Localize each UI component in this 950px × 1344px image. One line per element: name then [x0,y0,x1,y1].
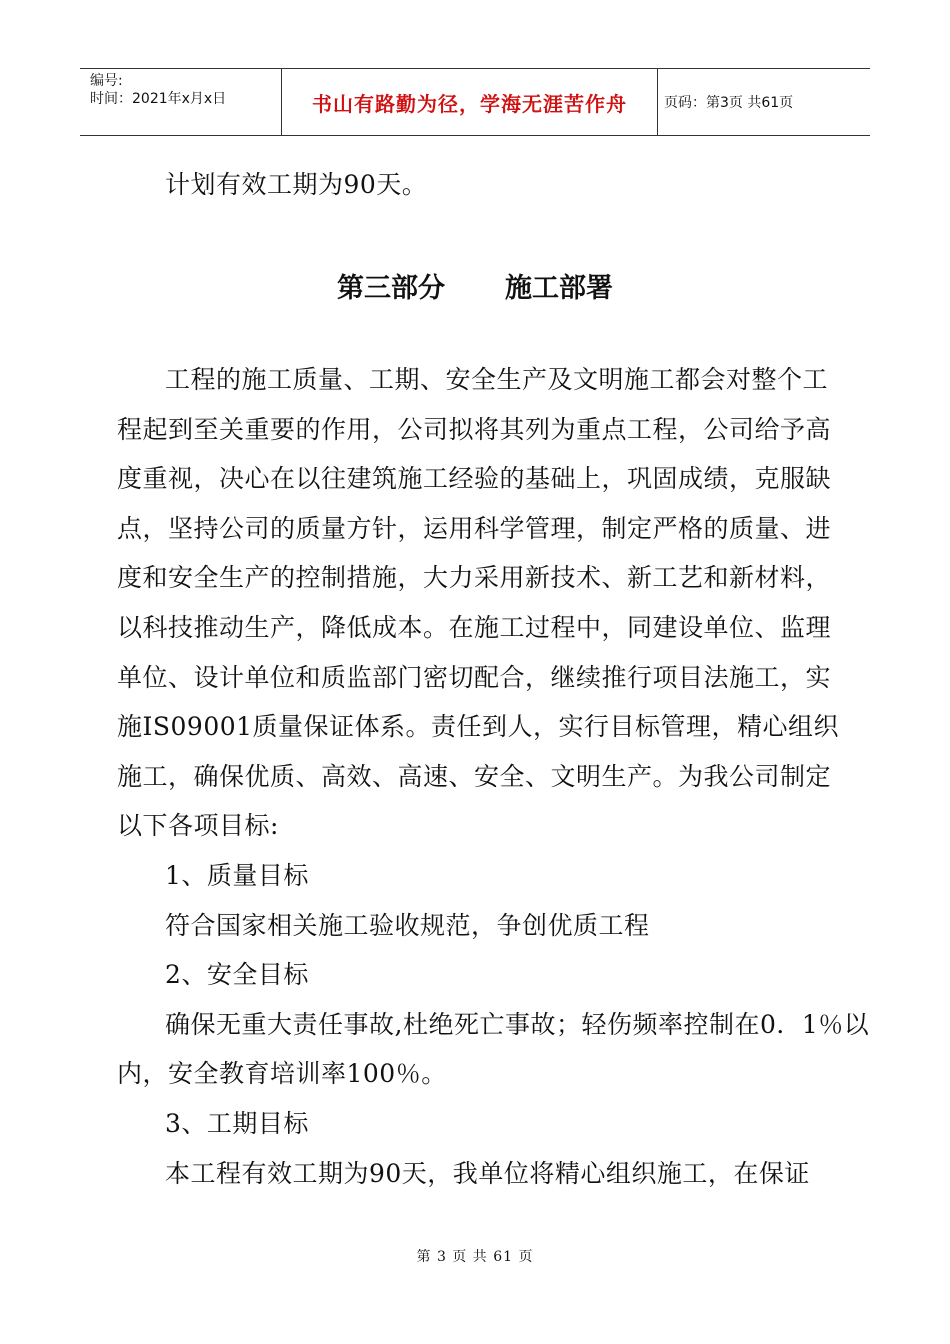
goal-heading: 1、质量目标 [165,860,309,890]
body-line: 工程的施工质量、工期、安全生产及文明施工都会对整个工 [165,365,829,394]
header-page-cell [658,69,870,135]
goal-heading: 2、安全目标 [165,960,309,990]
body-line: 以下各项目标: [117,811,279,841]
body-line: 点，坚持公司的质量方针，运用科学管理，制定严格的质量、进 [117,513,832,543]
goal-text: 符合国家相关施工验收规范，争创优质工程 [165,910,650,940]
header-motto: 书山有路勤为径，学海无涯苦作舟 [312,91,627,116]
document-body [117,160,837,210]
body-line: 单位、设计单位和质监部门密切配合，继续推行项目法施工，实 [117,662,832,692]
body-line: 施工，确保优质、高效、高速、安全、文明生产。为我公司制定 [117,761,832,791]
body-line: 度重视，决心在以往建筑施工经验的基础上，巩固成绩，克服缺 [117,464,832,494]
body-line: 施IS09001质量保证体系。责任到人，实行目标管理，精心组织 [117,712,840,742]
goal-text: 内，安全教育培训率100％。 [117,1059,447,1089]
body-line: 度和安全生产的控制措施，大力采用新技术、新工艺和新材料， [117,563,832,593]
header-page-info: 页码：第3页 共61页 [664,95,794,111]
section-part: 第三部分 [337,273,445,304]
header-meta-cell [80,69,282,135]
goal-text: 确保无重大责任事故,杜绝死亡事故；轻伤频率控制在0．1％以 [165,1009,870,1039]
document-number-label: 编号: [90,73,123,89]
body-line: 以科技推动生产，降低成本。在施工过程中，同建设单位、监理 [117,612,832,642]
body-line: 程起到至关重要的作用，公司拟将其列为重点工程，公司给予高 [117,414,832,444]
intro-line: 计划有效工期为90天。 [165,170,428,199]
goal-text: 本工程有效工期为90天，我单位将精心组织施工，在保证 [165,1158,810,1188]
header-motto-cell [282,69,658,135]
main-text [117,355,870,1198]
goal-heading: 3、工期目标 [165,1108,309,1138]
page-footer: 第 3 页 共 61 页 [416,1249,534,1265]
document-time-label: 时间：2021年x月x日 [90,91,227,107]
section-name: 施工部署 [505,273,613,304]
section-title [0,266,950,305]
document-header [80,68,870,136]
